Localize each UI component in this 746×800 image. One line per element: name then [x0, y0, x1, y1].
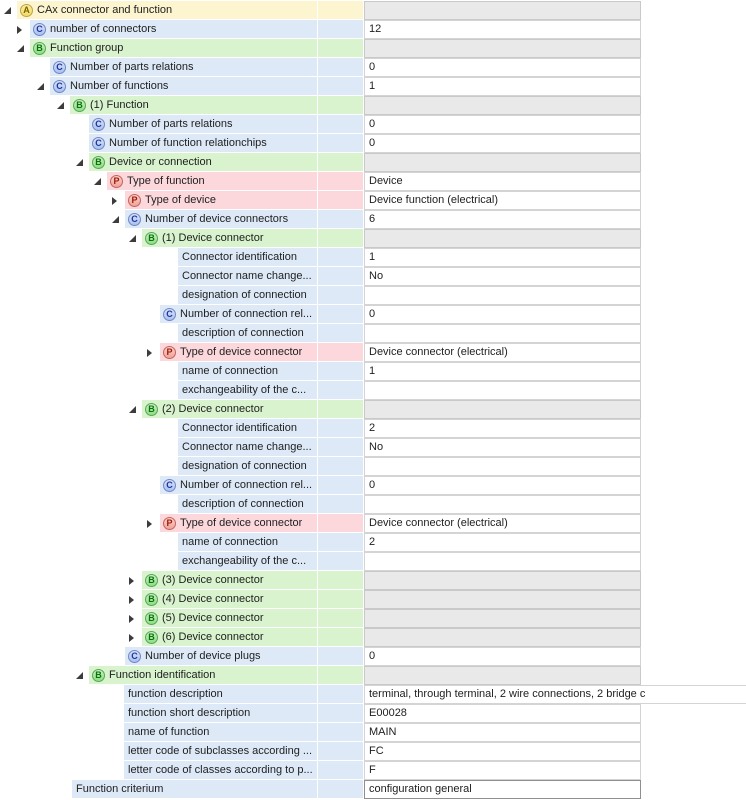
property-value-cell[interactable]: FC: [364, 742, 641, 761]
tree-row: [0, 20, 746, 39]
type-badge-c: C: [163, 479, 176, 492]
property-label-cell[interactable]: [142, 628, 317, 646]
tree-expand-icon[interactable]: [147, 520, 152, 528]
spacer-cell: [318, 191, 363, 209]
property-label: Type of device: [145, 194, 216, 206]
property-value-cell[interactable]: 2: [364, 419, 641, 438]
spacer-cell: [318, 58, 363, 76]
tree-row: [0, 134, 746, 153]
tree-row: [0, 58, 746, 77]
property-value-cell[interactable]: 0: [364, 134, 641, 153]
property-label: function short description: [128, 707, 251, 719]
property-label-cell[interactable]: [142, 609, 317, 627]
property-value-cell[interactable]: Device connector (electrical): [364, 343, 641, 362]
tree-row: [0, 571, 746, 590]
property-label-cell[interactable]: [178, 324, 317, 342]
type-badge-c: C: [33, 23, 46, 36]
tree-row: [0, 685, 746, 704]
tree-row: [0, 77, 746, 96]
spacer-cell: [318, 248, 363, 266]
property-label-cell[interactable]: [89, 115, 317, 133]
property-value-cell[interactable]: F: [364, 761, 641, 780]
property-value-cell[interactable]: configuration general: [364, 780, 641, 799]
tree-collapse-icon[interactable]: [129, 406, 136, 413]
property-value-cell[interactable]: [364, 552, 641, 571]
spacer-cell: [318, 324, 363, 342]
tree-row: [0, 286, 746, 305]
property-label-cell[interactable]: [160, 305, 317, 323]
tree-row: [0, 381, 746, 400]
type-badge-c: C: [53, 61, 66, 74]
property-label: name of connection: [182, 365, 279, 377]
spacer-cell: [318, 476, 363, 494]
property-label: Number of device plugs: [145, 650, 261, 662]
property-value-cell[interactable]: [364, 229, 641, 248]
tree-row: [0, 191, 746, 210]
type-badge-b: B: [33, 42, 46, 55]
tree-expand-icon[interactable]: [129, 596, 134, 604]
property-label-cell[interactable]: [125, 210, 317, 228]
property-label-cell[interactable]: [142, 571, 317, 589]
tree-row: [0, 172, 746, 191]
property-value-cell[interactable]: [364, 96, 641, 115]
spacer-cell: [318, 20, 363, 38]
property-label-cell[interactable]: [142, 590, 317, 608]
tree-row: [0, 780, 746, 799]
property-label-cell[interactable]: [142, 229, 317, 247]
tree-expand-icon[interactable]: [17, 26, 22, 34]
property-value-cell[interactable]: 0: [364, 647, 641, 666]
tree-row: [0, 96, 746, 115]
tree-row: [0, 324, 746, 343]
spacer-cell: [318, 761, 363, 779]
spacer-cell: [318, 419, 363, 437]
property-value-cell[interactable]: 1: [364, 77, 641, 96]
property-label: Device or connection: [109, 156, 212, 168]
property-label: name of function: [128, 726, 210, 738]
property-label: Function group: [50, 42, 124, 54]
property-label-cell[interactable]: [178, 533, 317, 551]
type-badge-c: C: [92, 118, 105, 131]
tree-expand-icon[interactable]: [112, 197, 117, 205]
spacer-cell: [318, 780, 363, 798]
property-label-cell[interactable]: [124, 704, 317, 722]
property-label-cell[interactable]: [160, 476, 317, 494]
tree-row: [0, 761, 746, 780]
property-label-cell[interactable]: [89, 153, 317, 171]
property-label-cell[interactable]: [30, 20, 317, 38]
spacer-cell: [318, 647, 363, 665]
tree-collapse-icon[interactable]: [57, 102, 64, 109]
property-label-cell[interactable]: [70, 96, 317, 114]
property-value-cell[interactable]: [364, 381, 641, 400]
property-value-cell[interactable]: E00028: [364, 704, 641, 723]
tree-row: [0, 419, 746, 438]
spacer-cell: [318, 362, 363, 380]
tree-row: [0, 476, 746, 495]
property-label: Number of connection rel...: [180, 308, 313, 320]
property-label-cell[interactable]: [160, 514, 317, 532]
type-badge-c: C: [53, 80, 66, 93]
tree-row: [0, 438, 746, 457]
tree-collapse-icon[interactable]: [94, 178, 101, 185]
property-label: description of connection: [182, 498, 304, 510]
property-label-cell[interactable]: [178, 362, 317, 380]
spacer-cell: [318, 590, 363, 608]
property-value-cell[interactable]: 12: [364, 20, 641, 39]
tree-row: [0, 343, 746, 362]
property-label: Number of parts relations: [70, 61, 194, 73]
property-label: Number of parts relations: [109, 118, 233, 130]
property-value-cell[interactable]: [364, 1, 641, 20]
property-label: Number of device connectors: [145, 213, 289, 225]
property-label-cell[interactable]: [142, 400, 317, 418]
tree-row: [0, 457, 746, 476]
property-label: (5) Device connector: [162, 612, 264, 624]
type-badge-p: P: [163, 346, 176, 359]
spacer-cell: [318, 381, 363, 399]
tree-row: [0, 514, 746, 533]
type-badge-c: C: [128, 213, 141, 226]
property-label: Number of functions: [70, 80, 169, 92]
property-value-cell[interactable]: [364, 286, 641, 305]
spacer-cell: [318, 495, 363, 513]
property-label-cell[interactable]: [124, 685, 317, 703]
property-label: Function criterium: [76, 783, 164, 795]
property-label: letter code of classes according to p...: [128, 764, 313, 776]
spacer-cell: [318, 704, 363, 722]
property-label: Connector name change...: [182, 441, 312, 453]
tree-expand-icon[interactable]: [147, 349, 152, 357]
property-label-cell[interactable]: [178, 267, 317, 285]
spacer-cell: [318, 400, 363, 418]
tree-collapse-icon[interactable]: [37, 83, 44, 90]
tree-row: [0, 362, 746, 381]
type-badge-c: C: [128, 650, 141, 663]
tree-row: [0, 723, 746, 742]
property-label-cell[interactable]: [160, 343, 317, 361]
property-value-cell[interactable]: 2: [364, 533, 641, 552]
tree-row: [0, 400, 746, 419]
tree-row: [0, 533, 746, 552]
property-label-cell[interactable]: [178, 286, 317, 304]
spacer-cell: [318, 742, 363, 760]
property-value-cell[interactable]: [364, 666, 641, 685]
type-badge-p: P: [128, 194, 141, 207]
property-label-cell[interactable]: [72, 780, 317, 798]
property-label: number of connectors: [50, 23, 157, 35]
type-badge-a: A: [20, 4, 33, 17]
property-value-cell[interactable]: [364, 457, 641, 476]
property-label: letter code of subclasses according ...: [128, 745, 313, 757]
tree-row: [0, 628, 746, 647]
tree-row: [0, 609, 746, 628]
property-label-cell[interactable]: [50, 77, 317, 95]
property-label: (1) Function: [90, 99, 149, 111]
property-value-cell[interactable]: Device: [364, 172, 641, 191]
property-label: Function identification: [109, 669, 216, 681]
spacer-cell: [318, 153, 363, 171]
property-value-cell[interactable]: [364, 495, 641, 514]
spacer-cell: [318, 609, 363, 627]
spacer-cell: [318, 514, 363, 532]
property-value-cell[interactable]: No: [364, 438, 641, 457]
property-label: CAx connector and function: [37, 4, 173, 16]
property-label: name of connection: [182, 536, 279, 548]
type-badge-b: B: [145, 593, 158, 606]
property-label-cell[interactable]: [107, 172, 317, 190]
property-label-cell[interactable]: [178, 552, 317, 570]
spacer-cell: [318, 77, 363, 95]
property-value-cell[interactable]: [364, 571, 641, 590]
type-badge-p: P: [163, 517, 176, 530]
type-badge-p: P: [110, 175, 123, 188]
property-value-cell[interactable]: [364, 324, 641, 343]
spacer-cell: [318, 552, 363, 570]
property-label-cell[interactable]: [178, 438, 317, 456]
type-badge-b: B: [145, 232, 158, 245]
spacer-cell: [318, 305, 363, 323]
spacer-cell: [318, 96, 363, 114]
property-label: (3) Device connector: [162, 574, 264, 586]
tree-row: [0, 552, 746, 571]
tree-expand-icon[interactable]: [129, 577, 134, 585]
property-value-cell[interactable]: [364, 628, 641, 647]
spacer-cell: [318, 628, 363, 646]
tree-row: [0, 267, 746, 286]
type-badge-c: C: [163, 308, 176, 321]
property-label-cell[interactable]: [124, 761, 317, 779]
property-label-cell[interactable]: [178, 381, 317, 399]
property-label: (2) Device connector: [162, 403, 264, 415]
tree-row: [0, 115, 746, 134]
tree-row: [0, 1, 746, 20]
property-value-cell[interactable]: 1: [364, 362, 641, 381]
spacer-cell: [318, 229, 363, 247]
tree-collapse-icon[interactable]: [76, 159, 83, 166]
property-label: exchangeability of the c...: [182, 555, 307, 567]
property-value-cell[interactable]: [364, 400, 641, 419]
tree-row: [0, 590, 746, 609]
tree-row: [0, 647, 746, 666]
property-value-cell[interactable]: 0: [364, 476, 641, 495]
property-value-cell[interactable]: 1: [364, 248, 641, 267]
property-label-cell[interactable]: [124, 723, 317, 741]
property-label: designation of connection: [182, 460, 307, 472]
property-label: Type of function: [127, 175, 205, 187]
property-value-cell[interactable]: No: [364, 267, 641, 286]
property-value-cell[interactable]: [364, 153, 641, 172]
tree-collapse-icon[interactable]: [76, 672, 83, 679]
property-label: (1) Device connector: [162, 232, 264, 244]
tree-row: [0, 704, 746, 723]
tree-row: [0, 229, 746, 248]
tree-row: [0, 742, 746, 761]
type-badge-b: B: [145, 631, 158, 644]
tree-row: [0, 666, 746, 685]
property-value-cell[interactable]: Device function (electrical): [364, 191, 641, 210]
property-label-cell[interactable]: [178, 495, 317, 513]
tree-collapse-icon[interactable]: [129, 235, 136, 242]
tree-row: [0, 305, 746, 324]
type-badge-b: B: [145, 612, 158, 625]
tree-collapse-icon[interactable]: [17, 45, 24, 52]
spacer-cell: [318, 723, 363, 741]
property-label-cell[interactable]: [178, 457, 317, 475]
property-label: Connector identification: [182, 251, 297, 263]
tree-row: [0, 39, 746, 58]
tree-collapse-icon[interactable]: [4, 7, 11, 14]
spacer-cell: [318, 115, 363, 133]
spacer-cell: [318, 685, 363, 703]
type-badge-b: B: [92, 669, 105, 682]
type-badge-b: B: [145, 574, 158, 587]
property-label: (4) Device connector: [162, 593, 264, 605]
property-value-cell[interactable]: terminal, through terminal, 2 wire connections, 2 bridge c: [364, 685, 746, 704]
property-label: function description: [128, 688, 223, 700]
property-value-cell[interactable]: 0: [364, 305, 641, 324]
type-badge-b: B: [73, 99, 86, 112]
property-label: Connector name change...: [182, 270, 312, 282]
type-badge-b: B: [145, 403, 158, 416]
property-label: designation of connection: [182, 289, 307, 301]
property-value-cell[interactable]: 6: [364, 210, 641, 229]
property-label: Type of device connector: [180, 517, 303, 529]
property-label: Number of function relationchips: [109, 137, 267, 149]
tree-row: [0, 495, 746, 514]
property-label-cell[interactable]: [124, 742, 317, 760]
spacer-cell: [318, 134, 363, 152]
tree-expand-icon[interactable]: [129, 615, 134, 623]
property-label: Number of connection rel...: [180, 479, 313, 491]
spacer-cell: [318, 210, 363, 228]
property-value-cell[interactable]: MAIN: [364, 723, 641, 742]
property-label: exchangeability of the c...: [182, 384, 307, 396]
property-label-cell[interactable]: [30, 39, 317, 57]
tree-row: [0, 153, 746, 172]
property-label: (6) Device connector: [162, 631, 264, 643]
tree-collapse-icon[interactable]: [112, 216, 119, 223]
property-label: Type of device connector: [180, 346, 303, 358]
property-label: Connector identification: [182, 422, 297, 434]
spacer-cell: [318, 438, 363, 456]
property-label-cell[interactable]: [125, 191, 317, 209]
type-badge-c: C: [92, 137, 105, 150]
spacer-cell: [318, 457, 363, 475]
property-label: description of connection: [182, 327, 304, 339]
spacer-cell: [318, 286, 363, 304]
property-value-cell[interactable]: Device connector (electrical): [364, 514, 641, 533]
spacer-cell: [318, 172, 363, 190]
property-value-cell[interactable]: [364, 39, 641, 58]
spacer-cell: [318, 267, 363, 285]
property-value-cell[interactable]: [364, 609, 641, 628]
spacer-cell: [318, 1, 363, 19]
property-value-cell[interactable]: [364, 590, 641, 609]
tree-row: [0, 210, 746, 229]
property-label-cell[interactable]: [125, 647, 317, 665]
tree-row: [0, 248, 746, 267]
type-badge-b: B: [92, 156, 105, 169]
spacer-cell: [318, 39, 363, 57]
property-label-cell[interactable]: [17, 1, 317, 19]
spacer-cell: [318, 533, 363, 551]
property-label-cell[interactable]: [89, 134, 317, 152]
property-label-cell[interactable]: [178, 248, 317, 266]
property-value-cell[interactable]: 0: [364, 58, 641, 77]
property-label-cell[interactable]: [178, 419, 317, 437]
spacer-cell: [318, 666, 363, 684]
property-label-cell[interactable]: [89, 666, 317, 684]
property-label-cell[interactable]: [50, 58, 317, 76]
property-value-cell[interactable]: 0: [364, 115, 641, 134]
tree-expand-icon[interactable]: [129, 634, 134, 642]
spacer-cell: [318, 571, 363, 589]
spacer-cell: [318, 343, 363, 361]
